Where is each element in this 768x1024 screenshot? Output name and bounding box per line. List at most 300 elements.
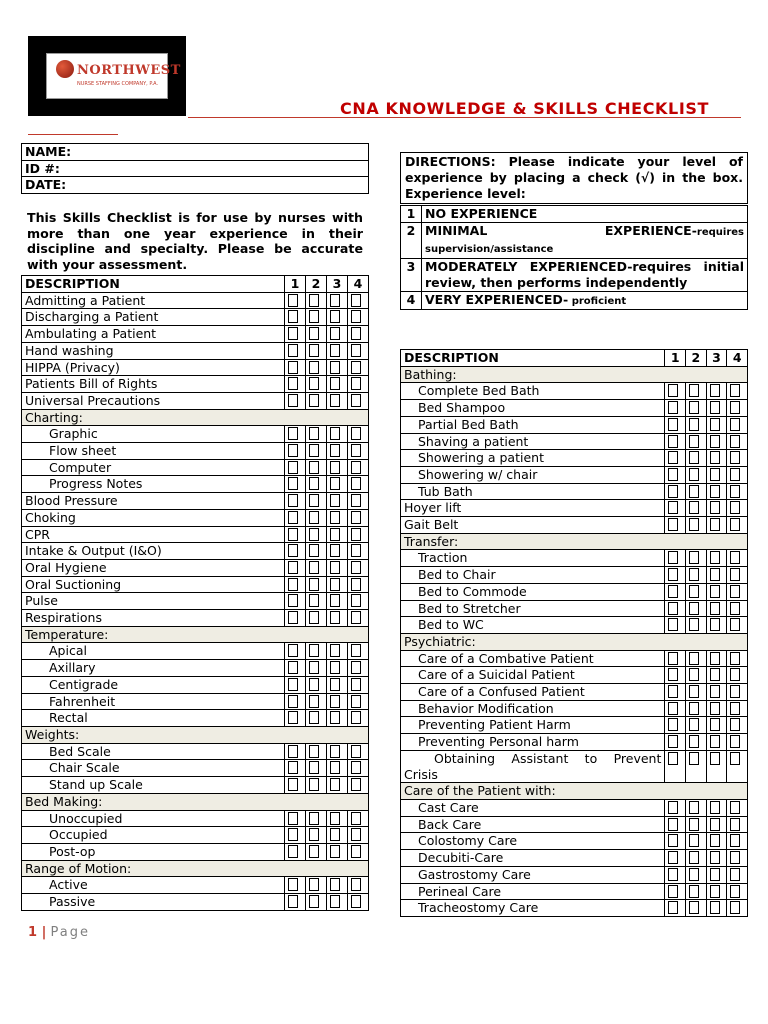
level-2-checkbox[interactable] — [689, 468, 699, 481]
level-2-checkbox[interactable] — [689, 885, 699, 898]
skill-label: Apical — [22, 643, 285, 660]
level-3-checkbox[interactable] — [710, 851, 720, 864]
level-3-checkbox[interactable] — [330, 511, 340, 524]
level-3-checkbox-cell — [706, 833, 727, 850]
level-3-checkbox[interactable] — [330, 812, 340, 825]
level-2-checkbox[interactable] — [689, 735, 699, 748]
level-1-checkbox[interactable] — [288, 578, 298, 591]
level-1-checkbox-cell — [285, 810, 306, 827]
level-1-checkbox[interactable] — [288, 895, 298, 908]
level-4-checkbox[interactable] — [351, 895, 361, 908]
level-3-checkbox[interactable] — [330, 361, 340, 374]
level-1-checkbox[interactable] — [288, 761, 298, 774]
level-4-checkbox-cell — [348, 760, 369, 777]
level-1-checkbox[interactable] — [668, 818, 678, 831]
level-4-checkbox[interactable] — [351, 477, 361, 490]
level-3-checkbox[interactable] — [710, 685, 720, 698]
skill-label: Fahrenheit — [22, 693, 285, 710]
level-1-checkbox[interactable] — [288, 878, 298, 891]
level-2-checkbox[interactable] — [689, 752, 699, 765]
level-1-checkbox[interactable] — [668, 718, 678, 731]
table-row — [401, 466, 748, 483]
level-3-checkbox[interactable] — [710, 702, 720, 715]
level-2-checkbox[interactable] — [309, 611, 319, 624]
level-1-checkbox[interactable] — [668, 652, 678, 665]
skill-label: Cast Care — [401, 799, 665, 816]
level-4-checkbox[interactable] — [351, 327, 361, 340]
level-3-checkbox[interactable] — [710, 518, 720, 531]
skill-label: Active — [22, 877, 285, 894]
level-1-checkbox[interactable] — [288, 812, 298, 825]
level-3-checkbox[interactable] — [330, 828, 340, 841]
table-row — [22, 593, 369, 610]
level-3-checkbox[interactable] — [330, 711, 340, 724]
level-1-checkbox-cell — [665, 700, 686, 717]
level-3-checkbox[interactable] — [710, 668, 720, 681]
level-2-checkbox[interactable] — [689, 851, 699, 864]
level-1-checkbox[interactable] — [288, 361, 298, 374]
level-2-checkbox[interactable] — [689, 668, 699, 681]
level-1-checkbox[interactable] — [668, 401, 678, 414]
level-1-checkbox[interactable] — [288, 494, 298, 507]
level-4-checkbox[interactable] — [351, 544, 361, 557]
level-2-checkbox[interactable] — [689, 602, 699, 615]
level-4-checkbox[interactable] — [730, 501, 740, 514]
table-row — [22, 476, 369, 493]
level-1-checkbox[interactable] — [668, 602, 678, 615]
level-3-checkbox[interactable] — [330, 661, 340, 674]
name-field[interactable]: NAME: — [22, 144, 369, 161]
level-1-checkbox[interactable] — [288, 511, 298, 524]
level-4-checkbox[interactable] — [730, 818, 740, 831]
level-4-checkbox[interactable] — [351, 611, 361, 624]
logo-ball-icon — [56, 60, 74, 78]
level-4-checkbox[interactable] — [351, 745, 361, 758]
level-3-checkbox-cell — [706, 483, 727, 500]
level-4-checkbox[interactable] — [351, 494, 361, 507]
level-2-checkbox[interactable] — [309, 678, 319, 691]
level-1-checkbox[interactable] — [288, 427, 298, 440]
level-1-checkbox[interactable] — [668, 668, 678, 681]
level-2-checkbox[interactable] — [689, 518, 699, 531]
level-4-checkbox[interactable] — [730, 868, 740, 881]
level-1-checkbox[interactable] — [668, 752, 678, 765]
level-2-checkbox[interactable] — [309, 361, 319, 374]
section-label: Bathing: — [401, 366, 665, 383]
level-2-checkbox[interactable] — [689, 901, 699, 914]
level-3-checkbox[interactable] — [330, 327, 340, 340]
level-2-checkbox[interactable] — [309, 594, 319, 607]
level-3-checkbox[interactable] — [330, 878, 340, 891]
level-4-checkbox[interactable] — [351, 377, 361, 390]
level-2-checkbox[interactable] — [309, 461, 319, 474]
level-3-checkbox[interactable] — [710, 585, 720, 598]
level-3-checkbox[interactable] — [330, 544, 340, 557]
level-4-checkbox[interactable] — [351, 761, 361, 774]
level-2-checkbox[interactable] — [309, 561, 319, 574]
level-2-checkbox[interactable] — [309, 812, 319, 825]
level-1-checkbox[interactable] — [668, 735, 678, 748]
level-2-checkbox[interactable] — [309, 845, 319, 858]
level-2-checkbox[interactable] — [689, 418, 699, 431]
level-2-checkbox[interactable] — [309, 544, 319, 557]
level-4-checkbox[interactable] — [351, 511, 361, 524]
level-2-checkbox[interactable] — [309, 695, 319, 708]
level-1-checkbox-cell — [285, 576, 306, 593]
level-1-checkbox[interactable] — [288, 661, 298, 674]
level-2-checkbox[interactable] — [689, 718, 699, 731]
level-2-checkbox[interactable] — [309, 578, 319, 591]
level-1-checkbox[interactable] — [668, 618, 678, 631]
level-1-checkbox[interactable] — [288, 310, 298, 323]
level-2-checkbox-cell — [686, 667, 707, 684]
skill-label: Post-op — [22, 843, 285, 860]
level-4-checkbox[interactable] — [351, 394, 361, 407]
level-3-checkbox[interactable] — [330, 845, 340, 858]
level-4-checkbox[interactable] — [730, 901, 740, 914]
id-field[interactable]: ID #: — [22, 160, 369, 177]
level-1-checkbox[interactable] — [668, 685, 678, 698]
level-4-checkbox[interactable] — [351, 845, 361, 858]
table-row — [401, 700, 748, 717]
level-4-checkbox[interactable] — [351, 344, 361, 357]
level-4-checkbox[interactable] — [730, 585, 740, 598]
level-3-checkbox[interactable] — [710, 652, 720, 665]
skill-label: Bed to Commode — [401, 583, 665, 600]
level-1-checkbox[interactable] — [668, 518, 678, 531]
level-4-checkbox[interactable] — [730, 851, 740, 864]
level-3-checkbox[interactable] — [330, 528, 340, 541]
level-3-checkbox-cell — [327, 426, 348, 443]
level-1-checkbox[interactable] — [668, 834, 678, 847]
level-1-checkbox[interactable] — [668, 702, 678, 715]
level-2-checkbox[interactable] — [309, 494, 319, 507]
directions-text: DIRECTIONS: Please indicate your level of experience by placing a check (√) in the box. Experience level: — [400, 152, 748, 204]
level-1-checkbox-cell — [665, 433, 686, 450]
level-4-checkbox[interactable] — [351, 310, 361, 323]
level-1-checkbox[interactable] — [668, 851, 678, 864]
level-1-checkbox[interactable] — [668, 551, 678, 564]
level-1-checkbox-cell — [285, 359, 306, 376]
level-4-checkbox[interactable] — [730, 518, 740, 531]
level-4-checkbox[interactable] — [730, 834, 740, 847]
level-3-checkbox[interactable] — [330, 444, 340, 457]
level-2-checkbox[interactable] — [689, 551, 699, 564]
level-1-checkbox-cell — [665, 833, 686, 850]
level-4-checkbox[interactable] — [730, 801, 740, 814]
level-2-checkbox[interactable] — [309, 377, 319, 390]
level-1-checkbox[interactable] — [288, 745, 298, 758]
level-1-checkbox[interactable] — [668, 501, 678, 514]
level-1-checkbox[interactable] — [288, 828, 298, 841]
level-4-checkbox[interactable] — [351, 294, 361, 307]
level-4-checkbox[interactable] — [351, 561, 361, 574]
level-2-checkbox[interactable] — [309, 761, 319, 774]
level-4-checkbox[interactable] — [730, 485, 740, 498]
level-3-checkbox-cell — [706, 400, 727, 417]
level-4-checkbox[interactable] — [730, 435, 740, 448]
level-1-checkbox[interactable] — [288, 594, 298, 607]
level-2-checkbox[interactable] — [689, 568, 699, 581]
level-2-checkbox[interactable] — [689, 685, 699, 698]
level-1-checkbox[interactable] — [288, 778, 298, 791]
level-2-checkbox[interactable] — [689, 834, 699, 847]
level-1-checkbox[interactable] — [288, 461, 298, 474]
level-4-checkbox-cell — [727, 866, 748, 883]
level-2-checkbox[interactable] — [689, 435, 699, 448]
level-2-checkbox-cell — [686, 684, 707, 701]
level-3-checkbox[interactable] — [710, 834, 720, 847]
level-4-checkbox[interactable] — [730, 718, 740, 731]
level-2-checkbox[interactable] — [309, 310, 319, 323]
level-3-checkbox-cell — [327, 576, 348, 593]
title-underline — [188, 117, 741, 118]
level-1-checkbox[interactable] — [288, 611, 298, 624]
level-2-checkbox-cell — [686, 717, 707, 734]
level-2-checkbox[interactable] — [689, 585, 699, 598]
level-3-checkbox[interactable] — [330, 745, 340, 758]
level-4-checkbox[interactable] — [730, 702, 740, 715]
level-4-checkbox[interactable] — [730, 735, 740, 748]
level-3-checkbox[interactable] — [710, 618, 720, 631]
level-3-checkbox[interactable] — [330, 644, 340, 657]
level-3-checkbox[interactable] — [330, 778, 340, 791]
level-4-checkbox[interactable] — [351, 427, 361, 440]
level-1-checkbox-cell — [285, 309, 306, 326]
level-3-checkbox[interactable] — [710, 501, 720, 514]
level-3-checkbox[interactable] — [330, 344, 340, 357]
level-4-checkbox[interactable] — [730, 384, 740, 397]
level-1-checkbox[interactable] — [668, 384, 678, 397]
level-2-checkbox[interactable] — [689, 652, 699, 665]
level-4-checkbox[interactable] — [730, 468, 740, 481]
level-2-checkbox[interactable] — [689, 818, 699, 831]
level-3-checkbox[interactable] — [710, 418, 720, 431]
description-header: DESCRIPTION — [401, 350, 665, 367]
level-3-checkbox[interactable] — [330, 594, 340, 607]
level-1-checkbox[interactable] — [668, 468, 678, 481]
level-1-checkbox[interactable] — [288, 444, 298, 457]
level-3-checkbox[interactable] — [330, 494, 340, 507]
skill-label: Bed Shampoo — [401, 400, 665, 417]
level-1-checkbox[interactable] — [668, 485, 678, 498]
level-1-checkbox[interactable] — [668, 418, 678, 431]
level-4-checkbox[interactable] — [730, 602, 740, 615]
level-4-checkbox[interactable] — [351, 528, 361, 541]
level-4-checkbox[interactable] — [730, 551, 740, 564]
level-2-checkbox[interactable] — [309, 444, 319, 457]
level-1-checkbox[interactable] — [288, 845, 298, 858]
skill-label: Flow sheet — [22, 443, 285, 460]
level-1-checkbox[interactable] — [288, 394, 298, 407]
level-2-checkbox[interactable] — [309, 778, 319, 791]
level-1-checkbox[interactable] — [668, 451, 678, 464]
level-1-checkbox[interactable] — [288, 344, 298, 357]
level-4-checkbox[interactable] — [730, 618, 740, 631]
level-1-checkbox[interactable] — [668, 901, 678, 914]
level-2-checkbox[interactable] — [309, 344, 319, 357]
skill-label: Respirations — [22, 610, 285, 627]
level-2-checkbox[interactable] — [689, 801, 699, 814]
level-1-checkbox[interactable] — [668, 568, 678, 581]
level-1-checkbox-cell — [285, 509, 306, 526]
level-2-checkbox-cell — [306, 693, 327, 710]
level-1-checkbox-cell — [285, 459, 306, 476]
level-2-checkbox[interactable] — [689, 868, 699, 881]
level-3-checkbox[interactable] — [710, 735, 720, 748]
level-3-checkbox[interactable] — [710, 451, 720, 464]
level-2-checkbox-cell — [306, 459, 327, 476]
level-1-checkbox[interactable] — [288, 711, 298, 724]
level-3-checkbox[interactable] — [710, 485, 720, 498]
level-3-checkbox[interactable] — [330, 678, 340, 691]
level-2-checkbox-cell — [686, 383, 707, 400]
level-4-checkbox[interactable] — [730, 418, 740, 431]
level-3-checkbox[interactable] — [710, 384, 720, 397]
level-4-checkbox[interactable] — [351, 444, 361, 457]
level-3-checkbox[interactable] — [710, 885, 720, 898]
skill-label: Showering w/ chair — [401, 466, 665, 483]
level-4-checkbox[interactable] — [351, 661, 361, 674]
level-3-checkbox[interactable] — [710, 435, 720, 448]
level-4-checkbox[interactable] — [351, 828, 361, 841]
level-3-checkbox-cell — [706, 684, 727, 701]
level-4-checkbox[interactable] — [351, 578, 361, 591]
level-4-checkbox[interactable] — [351, 361, 361, 374]
level-3-checkbox[interactable] — [710, 602, 720, 615]
level-2-checkbox[interactable] — [309, 745, 319, 758]
level-2-checkbox[interactable] — [309, 711, 319, 724]
table-row — [22, 610, 369, 627]
level-3-checkbox[interactable] — [330, 477, 340, 490]
level-3-checkbox-cell — [327, 359, 348, 376]
level-3-checkbox[interactable] — [710, 468, 720, 481]
level-3-checkbox[interactable] — [330, 561, 340, 574]
level-2-checkbox[interactable] — [309, 327, 319, 340]
level-3-checkbox[interactable] — [330, 695, 340, 708]
level-3-checkbox[interactable] — [330, 310, 340, 323]
level-3-checkbox[interactable] — [330, 611, 340, 624]
level-4-checkbox[interactable] — [351, 644, 361, 657]
level-2-checkbox[interactable] — [309, 895, 319, 908]
level-2-checkbox[interactable] — [309, 661, 319, 674]
level-3-checkbox[interactable] — [710, 718, 720, 731]
level-3-checkbox[interactable] — [710, 901, 720, 914]
level-3-checkbox[interactable] — [330, 377, 340, 390]
level-1-checkbox[interactable] — [668, 868, 678, 881]
level-3-checkbox[interactable] — [330, 761, 340, 774]
level-1-checkbox[interactable] — [288, 678, 298, 691]
level-1-checkbox[interactable] — [668, 435, 678, 448]
level-2-checkbox-cell — [306, 877, 327, 894]
level-4-checkbox[interactable] — [730, 685, 740, 698]
level-4-checkbox[interactable] — [351, 878, 361, 891]
level-2-checkbox[interactable] — [309, 644, 319, 657]
level-3-checkbox[interactable] — [330, 461, 340, 474]
level-4-checkbox[interactable] — [351, 461, 361, 474]
level-3-checkbox[interactable] — [710, 752, 720, 765]
level-2-checkbox[interactable] — [689, 501, 699, 514]
level-3-checkbox-cell — [327, 643, 348, 660]
level-4-checkbox[interactable] — [351, 778, 361, 791]
level-4-checkbox-cell — [727, 816, 748, 833]
level-3-checkbox[interactable] — [710, 868, 720, 881]
level-4-checkbox[interactable] — [730, 451, 740, 464]
level-2-checkbox[interactable] — [689, 485, 699, 498]
level-4-checkbox[interactable] — [730, 752, 740, 765]
section-row — [22, 726, 369, 743]
level-2-checkbox-cell — [306, 827, 327, 844]
level-1-checkbox[interactable] — [288, 327, 298, 340]
level-3-checkbox[interactable] — [330, 895, 340, 908]
level-3-checkbox[interactable] — [710, 568, 720, 581]
level-3-checkbox[interactable] — [710, 551, 720, 564]
level-4-checkbox[interactable] — [351, 812, 361, 825]
level-3-checkbox-cell — [327, 342, 348, 359]
level-3-checkbox[interactable] — [710, 801, 720, 814]
level-4-checkbox-cell — [348, 543, 369, 560]
level-1-checkbox[interactable] — [288, 644, 298, 657]
level-3-checkbox[interactable] — [330, 578, 340, 591]
level-4-checkbox[interactable] — [730, 568, 740, 581]
level-1-checkbox[interactable] — [288, 561, 298, 574]
level-3-checkbox-cell — [327, 559, 348, 576]
level-2-checkbox[interactable] — [309, 828, 319, 841]
level-1-checkbox[interactable] — [288, 695, 298, 708]
date-field[interactable]: DATE: — [22, 177, 369, 194]
level-3-checkbox[interactable] — [330, 294, 340, 307]
level-3-checkbox[interactable] — [710, 401, 720, 414]
level-4-checkbox-cell — [727, 517, 748, 534]
level-1-checkbox-cell — [665, 383, 686, 400]
level-4-checkbox[interactable] — [730, 668, 740, 681]
level-3-checkbox[interactable] — [710, 818, 720, 831]
level-2-checkbox[interactable] — [309, 528, 319, 541]
level-2-checkbox[interactable] — [689, 384, 699, 397]
level-2-checkbox[interactable] — [309, 394, 319, 407]
level-4-checkbox[interactable] — [730, 652, 740, 665]
level-1-checkbox[interactable] — [288, 294, 298, 307]
level-1-checkbox[interactable] — [288, 377, 298, 390]
level-4-checkbox[interactable] — [351, 711, 361, 724]
level-4-checkbox[interactable] — [351, 594, 361, 607]
level-3-checkbox[interactable] — [330, 394, 340, 407]
level-2-checkbox[interactable] — [309, 511, 319, 524]
level-4-checkbox[interactable] — [351, 678, 361, 691]
level-2-checkbox[interactable] — [309, 878, 319, 891]
level-2-checkbox[interactable] — [689, 618, 699, 631]
level-1-checkbox[interactable] — [668, 801, 678, 814]
level-1-checkbox[interactable] — [668, 585, 678, 598]
level-4-checkbox[interactable] — [351, 695, 361, 708]
level-2-checkbox[interactable] — [309, 427, 319, 440]
level-4-checkbox[interactable] — [730, 401, 740, 414]
level-2-checkbox[interactable] — [309, 477, 319, 490]
level-column-header: 3 — [327, 276, 348, 293]
level-2-checkbox[interactable] — [689, 702, 699, 715]
level-1-checkbox[interactable] — [288, 477, 298, 490]
level-1-checkbox-cell — [665, 567, 686, 584]
level-1-checkbox[interactable] — [288, 544, 298, 557]
level-3-checkbox[interactable] — [330, 427, 340, 440]
level-4-checkbox[interactable] — [730, 885, 740, 898]
level-2-checkbox[interactable] — [689, 401, 699, 414]
level-1-checkbox[interactable] — [288, 528, 298, 541]
level-1-checkbox[interactable] — [668, 885, 678, 898]
level-2-checkbox[interactable] — [689, 451, 699, 464]
level-2-checkbox[interactable] — [309, 294, 319, 307]
level-3-checkbox-cell — [706, 734, 727, 751]
